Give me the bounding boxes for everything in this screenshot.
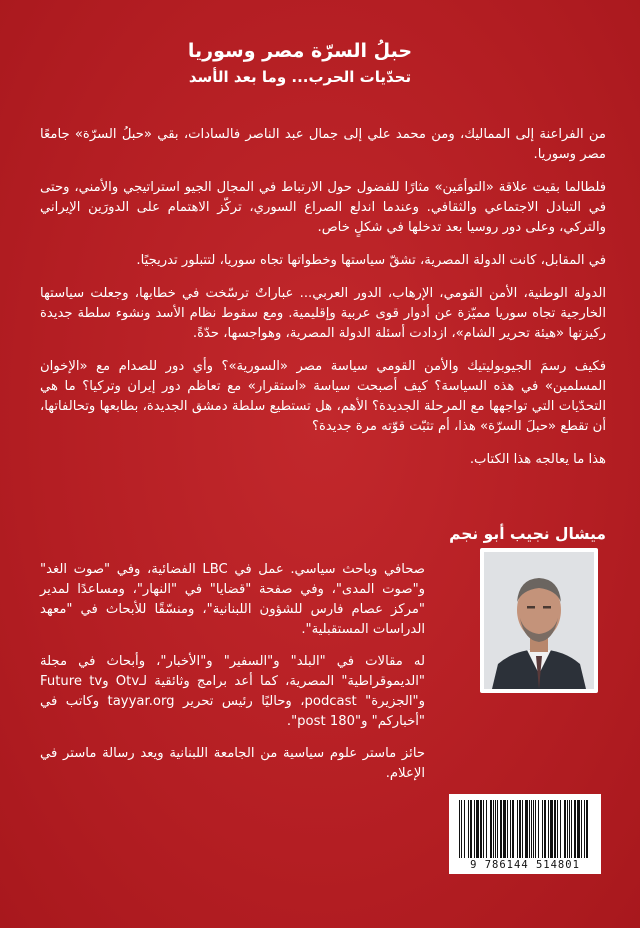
- barcode-bar: [525, 800, 528, 858]
- author-name: ميشال نجيب أبو نجم: [449, 525, 606, 543]
- barcode-bar: [581, 800, 582, 858]
- blurb-paragraph: فكيف رسمَ الجيوبوليتيك والأمن القومي سياسة مصر «السورية»؟ وأي دور للصدام مع «الإخوان المسلمين» في هذه السياسة؟ كيف أصبحت سياسة «استقرار» مع تعاظم دور إيران وتركيا؟ ما هي التحدّيات التي تواجهها مع المرحلة الجديدة؟ الأهم، هل تستطيع سلطة دمشق الجديدة، بطابعها وتحالفاتها، أن تقطع «حبلَ السرّة» هذا، أم تثبّت قوّته مرة جديدة؟: [40, 359, 606, 434]
- barcode-bar: [519, 800, 521, 858]
- bio-paragraph: له مقالات في "البلد" و"السفير" و"الأخبار"، وأبحاث في مجلة "الديموقراطية" المصرية، كما أعد برامج وثائقية لـOtv وFuture tv و"الجزيرة" podcast، وحاليًا رئيس تحرير tayyar.org وكاتب في "أخباركم" و"180 post".: [40, 654, 425, 729]
- barcode-bars: [457, 800, 593, 858]
- barcode-bar: [480, 800, 482, 858]
- barcode-bar: [470, 800, 472, 858]
- barcode-bar: [577, 800, 580, 858]
- book-title: حبلُ السرّة مصر وسوريا: [187, 40, 413, 62]
- author-photo: [480, 548, 598, 693]
- barcode-bar: [474, 800, 475, 858]
- barcode-bar: [564, 800, 566, 858]
- barcode-bar: [486, 800, 487, 858]
- barcode-bar: [574, 800, 576, 858]
- barcode-bar: [535, 800, 536, 858]
- bio-paragraph: حائز ماستر علوم سياسية من الجامعة اللبنانية ويعد رسالة ماستر في الإعلام.: [40, 746, 425, 781]
- barcode-bar: [529, 800, 530, 858]
- barcode-bar: [533, 800, 534, 858]
- barcode-bar: [554, 800, 556, 858]
- portrait-image: [484, 552, 594, 689]
- barcode-bar: [493, 800, 494, 858]
- author-bio: [40, 560, 425, 796]
- barcode-bar: [497, 800, 498, 858]
- blurb: [40, 125, 606, 483]
- blurb-paragraph: فلطالما بقيت علاقة «التوأمَين» مثارًا للفضول حول الارتباط في المجال الجيو استراتيجي والأمني، وحتى في التبادل الاجتماعي والثقافي. وعندما اندلع الصراع السوري، تركّز الاهتمام على الدورَين الإيراني والتركي، وعلى دور روسيا بعد تدخلها في شكلٍ خاص.: [40, 180, 606, 235]
- barcode-bar: [550, 800, 553, 858]
- barcode-bar: [542, 800, 543, 858]
- barcode-bar: [522, 800, 523, 858]
- barcode-bar: [544, 800, 546, 858]
- barcode-bar: [531, 800, 532, 858]
- isbn-barcode: [449, 794, 601, 874]
- blurb-paragraph: الدولة الوطنية، الأمن القومي، الإرهاب، الدور العربي... عباراتٌ ترسّخت في خطابها، وجعلت سياستها الخارجية تجاه سوريا مميّزة عن أدوار قوى عربية وإقليمية. ومع سقوط نظام الأسد ونشوء سلطة جديدة ركيزتها «هيئة تحرير الشام»، ازدادت أسئلة الدولة المصرية، وهواجسها، حدّةً.: [40, 286, 606, 341]
- bio-paragraph: صحافي وباحث سياسي. عمل في LBC الفضائية، وفي "صوت الغد" و"صوت المدى"، وفي صفحة "قضايا" في "النهار"، ومساعدًا لمدير "مركز عصام فارس للشؤون اللبنانية"، ومنسّقًا للأبحاث في "معهد الدراسات المستقبلية".: [40, 562, 425, 637]
- isbn-number: 9 786144 514801: [470, 859, 580, 871]
- barcode-bar: [461, 800, 462, 858]
- barcode-bar: [500, 800, 502, 858]
- barcode-bar: [584, 800, 585, 858]
- barcode-bar: [512, 800, 514, 858]
- barcode-bar: [569, 800, 570, 858]
- barcode-bar: [503, 800, 506, 858]
- barcode-bar: [517, 800, 518, 858]
- barcode-bar: [476, 800, 479, 858]
- barcode-bar: [571, 800, 572, 858]
- barcode-bar: [468, 800, 469, 858]
- book-subtitle: تحدّيات الحرب... وما بعد الأسد: [188, 68, 412, 86]
- barcode-bar: [459, 800, 460, 858]
- barcode-bar: [560, 800, 561, 858]
- barcode-bar: [586, 800, 588, 858]
- barcode-bar: [490, 800, 492, 858]
- barcode-bar: [538, 800, 539, 858]
- blurb-paragraph: في المقابل، كانت الدولة المصرية، تشقّ سياستها وخطواتها تجاه سوريا، لتتبلور تدريجيًا.: [136, 253, 606, 268]
- barcode-bar: [557, 800, 558, 858]
- barcode-bar: [464, 800, 465, 858]
- barcode-bar: [567, 800, 568, 858]
- barcode-bar: [495, 800, 496, 858]
- barcode-bar: [510, 800, 511, 858]
- blurb-paragraph: من الفراعنة إلى المماليك، ومن محمد علي إلى جمال عبد الناصر فالسادات، بقي «حبلُ السرّة» جامعًا مصر وسوريا.: [40, 127, 606, 162]
- blurb-paragraph: هذا ما يعالجه هذا الكتاب.: [469, 452, 606, 467]
- barcode-bar: [483, 800, 484, 858]
- barcode-bar: [507, 800, 508, 858]
- barcode-bar: [548, 800, 549, 858]
